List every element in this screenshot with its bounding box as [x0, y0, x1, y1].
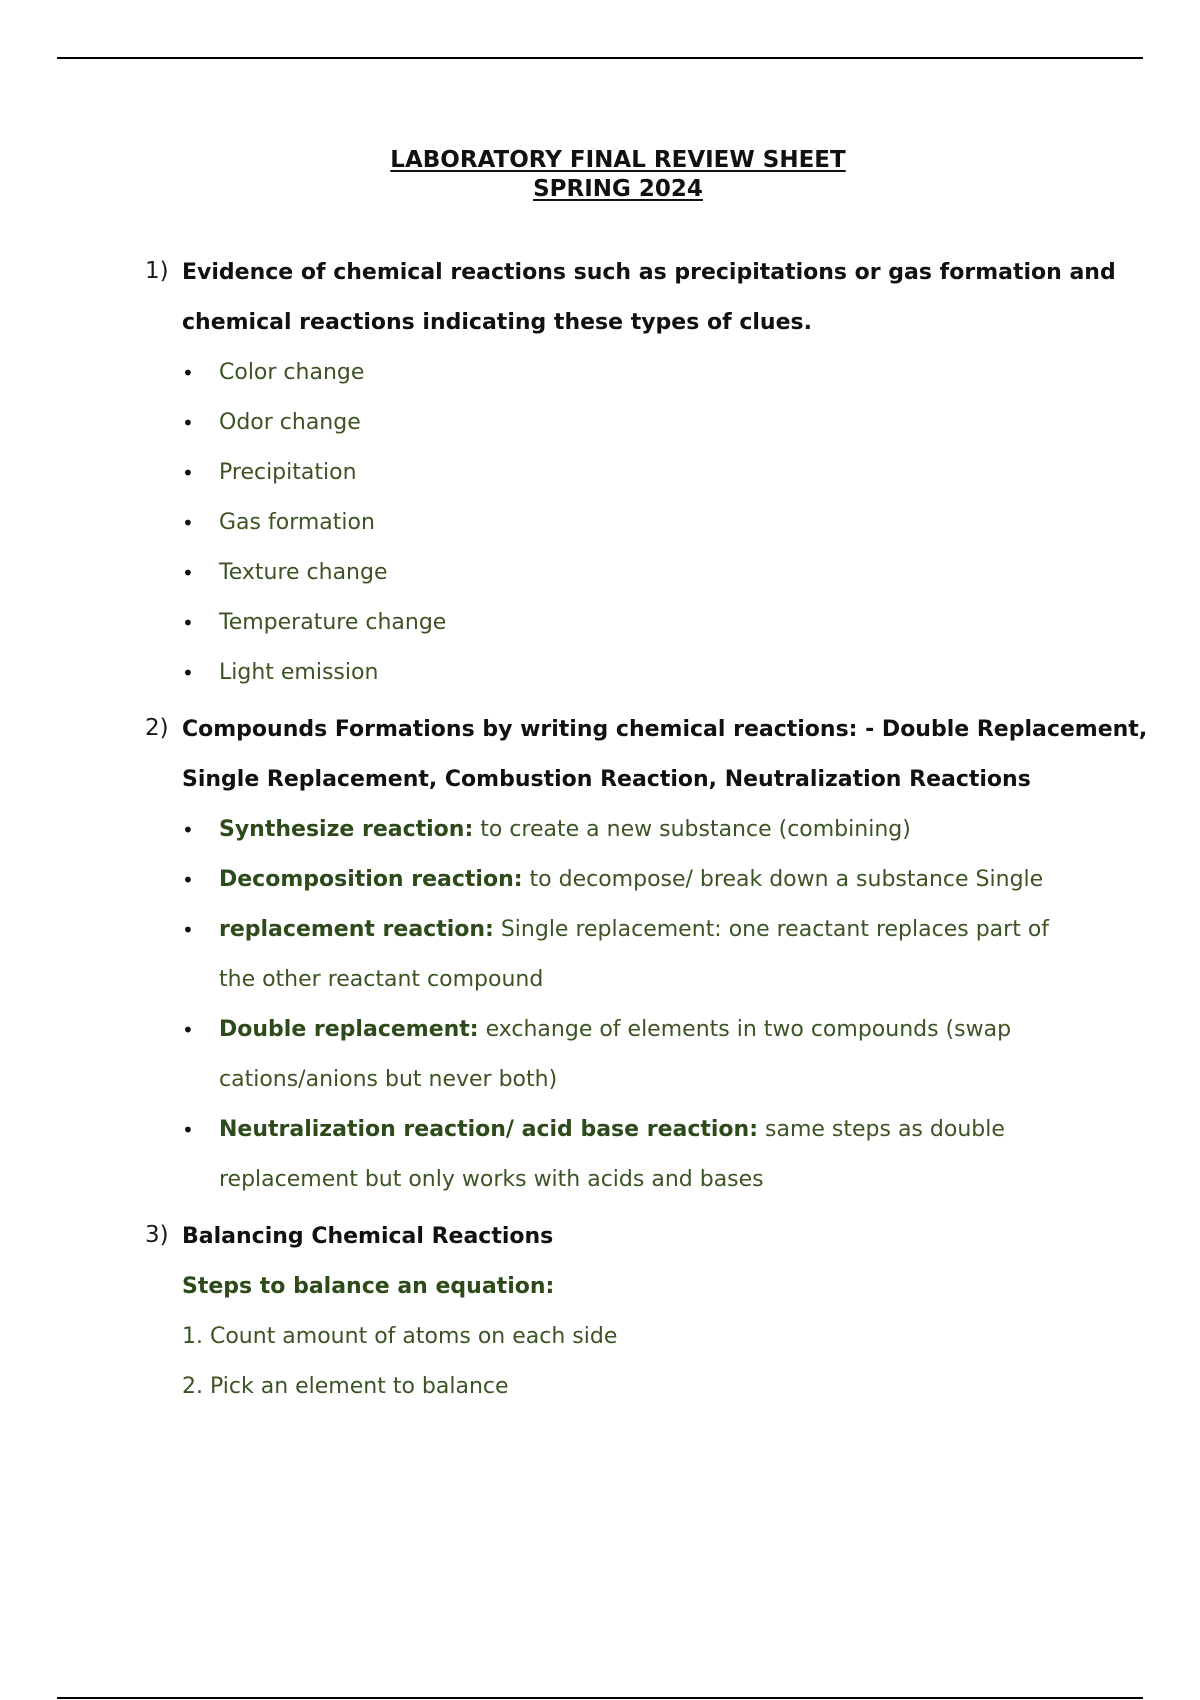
bullet-icon: •	[182, 611, 194, 635]
bullet-icon: •	[182, 411, 194, 435]
term: Double replacement:	[219, 1017, 479, 1042]
term: Neutralization reaction/ acid base reaction:	[219, 1117, 759, 1142]
list-item	[182, 855, 1105, 905]
section-number: 1)	[145, 258, 169, 284]
term: replacement reaction:	[219, 917, 494, 942]
heading-line: Compounds Formations by writing chemical reactions: - Double Replacement,	[182, 717, 1148, 742]
definition: to create a new substance (combining)	[473, 817, 911, 842]
definition: Single replacement: one reactant replaces part of	[493, 917, 1050, 942]
top-rule	[57, 57, 1143, 59]
section-heading	[182, 1212, 1105, 1262]
section-heading	[182, 248, 1116, 348]
bullet-icon: •	[182, 868, 194, 892]
bottom-rule	[57, 1697, 1143, 1699]
list-item: • Temperature change	[182, 598, 1105, 648]
evidence-list	[182, 348, 1105, 698]
bullet-icon: •	[182, 818, 194, 842]
definition-continued: the other reactant compound	[219, 967, 544, 992]
list-item: • Light emission	[182, 648, 1105, 698]
list-item	[182, 805, 1105, 855]
steps-heading: Steps to balance an equation:	[182, 1274, 555, 1299]
definition: to decompose/ break down a substance Single	[522, 867, 1044, 892]
section-1	[145, 248, 1116, 698]
list-item	[182, 1105, 1105, 1205]
term: Synthesize reaction:	[219, 817, 474, 842]
bullet-icon: •	[182, 661, 194, 685]
heading-line: Single Replacement, Combustion Reaction, Neutralization Reactions	[182, 767, 1031, 792]
document-title	[0, 146, 1200, 204]
section-number: 3)	[145, 1222, 169, 1248]
bullet-icon: •	[182, 561, 194, 585]
bullet-icon: •	[182, 511, 194, 535]
heading-line: Balancing Chemical Reactions	[182, 1224, 554, 1249]
definition-continued: replacement but only works with acids and bases	[219, 1167, 764, 1192]
section-number: 2)	[145, 715, 169, 741]
heading-line: Evidence of chemical reactions such as precipitations or gas formation and	[182, 260, 1116, 285]
list-item	[182, 905, 1105, 1005]
definition: exchange of elements in two compounds (swap	[478, 1017, 1012, 1042]
list-item: • Texture change	[182, 548, 1105, 598]
section-2	[145, 705, 1148, 1205]
bullet-icon: •	[182, 461, 194, 485]
list-item: • Precipitation	[182, 448, 1105, 498]
list-item: • Odor change	[182, 398, 1105, 448]
step-item: 1. Count amount of atoms on each side	[182, 1324, 618, 1349]
term: Decomposition reaction:	[219, 867, 523, 892]
list-item	[182, 1005, 1105, 1105]
bullet-icon: •	[182, 361, 194, 385]
bullet-icon: •	[182, 918, 194, 942]
step-item: 2. Pick an element to balance	[182, 1374, 509, 1399]
reaction-types-list	[182, 805, 1105, 1205]
bullet-icon: •	[182, 1118, 194, 1142]
definition: same steps as double	[758, 1117, 1005, 1142]
list-item: • Gas formation	[182, 498, 1105, 548]
bullet-icon: •	[182, 1018, 194, 1042]
heading-line: chemical reactions indicating these types of clues.	[182, 310, 812, 335]
section-heading	[182, 705, 1148, 805]
definition-continued: cations/anions but never both)	[219, 1067, 558, 1092]
subtitle-line: SPRING 2024	[533, 176, 703, 202]
list-item: • Color change	[182, 348, 1105, 398]
section-3	[145, 1212, 1105, 1412]
balancing-steps	[182, 1262, 1105, 1412]
title-line: LABORATORY FINAL REVIEW SHEET	[390, 147, 846, 173]
